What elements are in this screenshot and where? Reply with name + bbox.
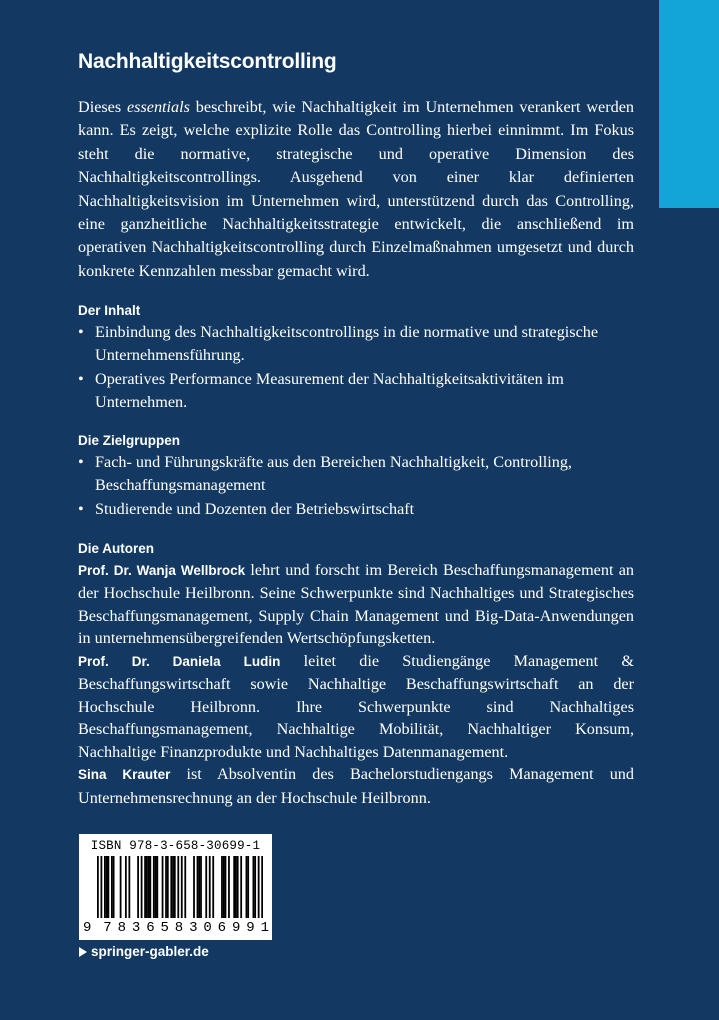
barcode-bar xyxy=(106,856,108,918)
barcode-digit: 6 xyxy=(146,920,155,936)
barcode-bar xyxy=(137,856,139,918)
barcode-bar xyxy=(162,856,164,918)
barcode-digits xyxy=(83,920,269,936)
back-cover-content xyxy=(78,50,634,809)
barcode-bar xyxy=(247,856,249,918)
intro-text-rest: beschreibt, wie Nachhaltigkeit im Unternehmen verankert werden kann. Es zeigt, welche explizite Rolle das Controlling hierbei einnimmt. Im Fokus steht die normative, strategische und operative Dimension des Nachhaltigkeitscontrollings. Ausgehend von einer klar definierten Nachhaltigkeitsvision im Unternehmen wird, unterstützend durch das Controlling, eine ganzheitliche Nachhaltigkeitsstrategie entwickelt, die anschließend im operativen Nachhaltigkeitscontrolling durch Einzelmaßnahmen umgesetzt und durch konkrete Kennzahlen messbar gemacht wird. xyxy=(78,98,635,280)
barcode-bars xyxy=(97,856,263,918)
barcode-digit: 6 xyxy=(217,920,227,936)
barcode-bar xyxy=(253,856,255,918)
list-item xyxy=(78,321,634,366)
list-item xyxy=(78,368,634,413)
barcode-bar xyxy=(237,856,239,918)
barcode-bar xyxy=(177,856,179,918)
section-heading-inhalt: Der Inhalt xyxy=(78,303,141,319)
barcode-bar xyxy=(107,856,109,918)
barcode-bar xyxy=(128,856,130,918)
author-bio xyxy=(78,650,634,764)
barcode-digit: 8 xyxy=(117,920,126,936)
barcode-digit: 9 xyxy=(83,920,92,936)
barcode-bar xyxy=(100,856,102,918)
bullet-icon: • xyxy=(78,370,84,389)
barcode-bar xyxy=(261,856,263,918)
barcode-digit: 3 xyxy=(131,920,141,936)
author-name: Prof. Dr. Daniela Ludin xyxy=(78,653,281,669)
list-item-text: Studierende und Dozenten der Betriebswirtschaft xyxy=(95,500,415,519)
barcode-bar xyxy=(146,856,148,918)
barcode-bar xyxy=(209,856,211,918)
barcode-bar xyxy=(246,856,248,918)
barcode-bar xyxy=(149,856,151,918)
arrow-right-icon xyxy=(79,947,87,957)
bullet-icon: • xyxy=(78,453,84,472)
list-item xyxy=(78,451,634,496)
barcode-bar xyxy=(197,856,199,918)
isbn-barcode xyxy=(79,834,272,940)
author-text: lehrt und forscht im Bereich Beschaffungsmanagement an der Hochschule Heilbronn. Seine Schwerpunkte sind Nachhaltiges und Strategisches Beschaffungsmanagement, Supply Chain Management und Big-Data-Anwendungen in unternehmensübergreifenden Wertschöpfungsketten. xyxy=(78,560,634,648)
barcode-bar xyxy=(111,856,113,918)
barcode-digit: 7 xyxy=(103,920,112,936)
barcode-bar xyxy=(184,856,186,918)
bullet-icon: • xyxy=(78,500,84,519)
barcode-bar xyxy=(125,856,127,918)
barcode-bar xyxy=(212,856,214,918)
isbn-label: ISBN 978-3-658-30699-1 xyxy=(90,839,261,853)
section-heading-zielgruppen: Die Zielgruppen xyxy=(78,433,181,449)
barcode-digit: 8 xyxy=(174,920,184,936)
list-item-text: Operatives Performance Measurement der Nachhaltigkeitsaktivitäten im Unternehmen. xyxy=(95,370,564,411)
barcode-bar xyxy=(141,856,143,918)
barcode-bar xyxy=(155,856,157,918)
barcode-bar xyxy=(200,856,202,918)
barcode-digit: 0 xyxy=(203,920,212,936)
barcode-bar xyxy=(104,856,106,918)
list-item xyxy=(78,498,634,521)
barcode-bar xyxy=(240,856,242,918)
barcode-bar xyxy=(174,856,176,918)
author-name: Sina Krauter xyxy=(78,767,171,783)
accent-bar xyxy=(659,0,719,208)
barcode-bar xyxy=(193,856,195,918)
barcode-bar xyxy=(235,856,237,918)
barcode-bar xyxy=(148,856,150,918)
barcode-digit: 9 xyxy=(246,920,255,936)
barcode-bar xyxy=(254,856,256,918)
barcode-bar xyxy=(205,856,207,918)
barcode-digit: 1 xyxy=(260,920,269,936)
author-bio xyxy=(78,763,634,809)
barcode-bar xyxy=(167,856,169,918)
barcode-bar xyxy=(181,856,183,918)
barcode-bar xyxy=(225,856,227,918)
book-title: Nachhaltigkeitscontrolling xyxy=(78,50,337,73)
author-name: Prof. Dr. Wanja Wellbrock xyxy=(78,562,246,578)
intro-emphasis: essentials xyxy=(127,98,190,116)
list-item-text: Fach- und Führungskräfte aus den Bereichen Nachhaltigkeit, Controlling, Beschaffungsmanagement xyxy=(95,453,572,494)
list-item-text: Einbindung des Nachhaltigkeitscontrollings in die normative und strategische Unternehmensführung. xyxy=(95,323,599,364)
barcode-bar xyxy=(228,856,230,918)
barcode-bar xyxy=(165,856,167,918)
barcode-bar xyxy=(221,856,223,918)
barcode-bar xyxy=(144,856,146,918)
intro-text-start: Dieses xyxy=(78,98,127,116)
barcode-bar xyxy=(153,856,155,918)
publisher-link[interactable] xyxy=(79,944,209,959)
barcode-digit: 9 xyxy=(231,920,241,936)
inhalt-list xyxy=(78,321,634,413)
barcode-bar xyxy=(156,856,158,918)
barcode-bar xyxy=(198,856,200,918)
section-heading-autoren: Die Autoren xyxy=(78,540,155,556)
barcode-bar xyxy=(172,856,174,918)
barcode-bar xyxy=(113,856,115,918)
barcode-bar xyxy=(233,856,235,918)
intro-paragraph xyxy=(78,96,634,283)
author-text: leitet die Studiengänge Management & Beschaffungswirtschaft sowie Nachhaltige Beschaffungswirtschaft an der Hochschule Heilbronn. Ihre Schwerpunkte sind Nachhaltiges Beschaffungsmanagement, Nachhaltige Mobilität, Nachhaltiger Konsum, Nachhaltige Finanzprodukte und Nachhaltiges Datenmanagement. xyxy=(78,651,634,761)
barcode-bar xyxy=(258,856,260,918)
barcode-bar xyxy=(170,856,172,918)
barcode-bar xyxy=(97,856,99,918)
author-text: ist Absolventin des Bachelorstudiengangs Management und Unternehmensrechnung an der Hochschule Heilbronn. xyxy=(78,765,634,807)
publisher-link-text[interactable]: springer-gabler.de xyxy=(91,944,209,959)
barcode-digit: 5 xyxy=(160,920,169,936)
barcode-bar xyxy=(120,856,122,918)
author-bio xyxy=(78,559,634,650)
bullet-icon: • xyxy=(78,323,84,342)
barcode-bar xyxy=(223,856,225,918)
zielgruppen-list xyxy=(78,451,634,521)
barcode-digit: 3 xyxy=(189,920,198,936)
